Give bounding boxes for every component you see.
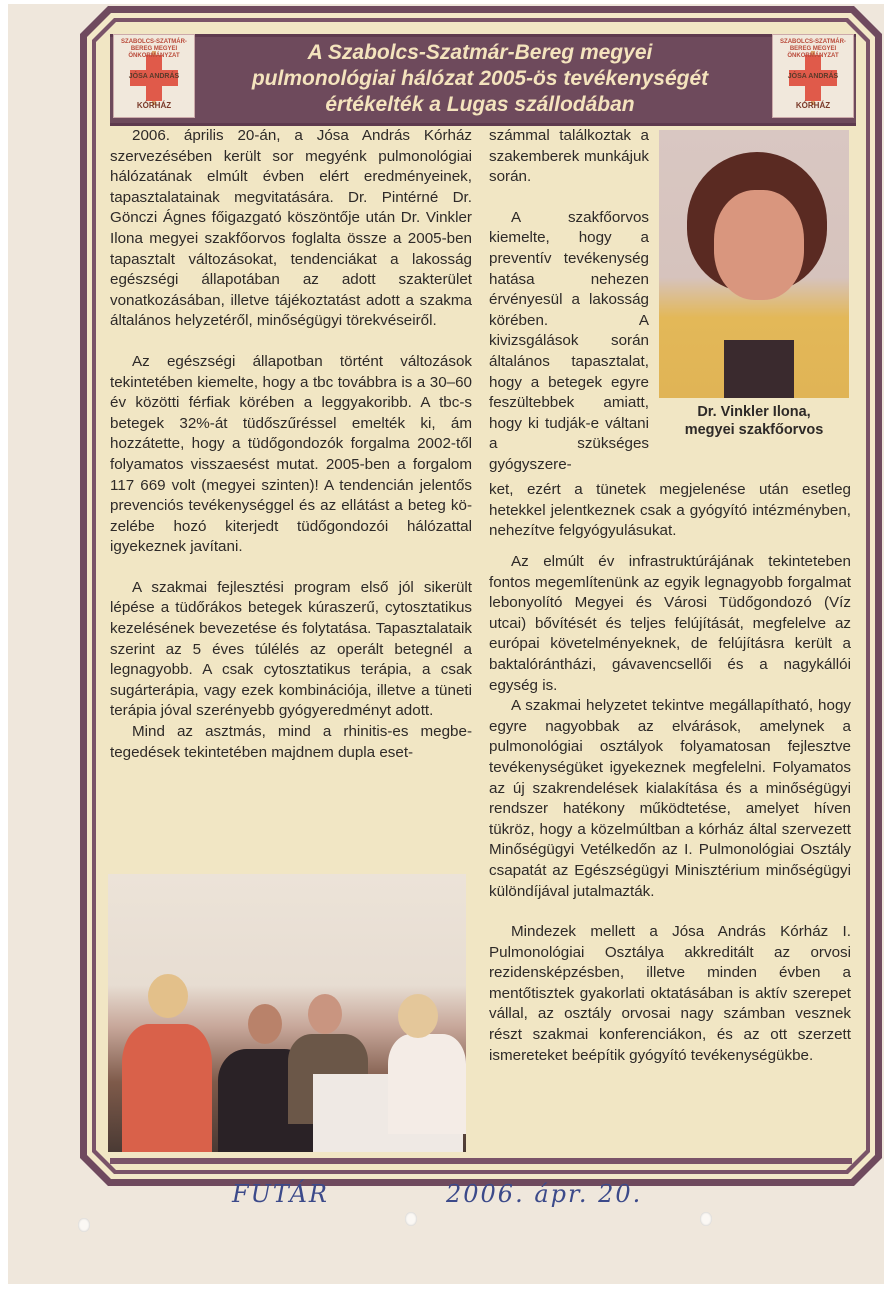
punch-hole <box>405 1212 417 1226</box>
article-column-2 <box>489 552 851 1066</box>
paragraph: Mindezek mellett a Jósa András Kórház I. Pulmonológiai Osztálya akkreditált az orvosi rezidensképzésben, illetve minden évben a mentőtisztek gyakorlati oktatásában is aktív szerepet vállal, az osztály orvosai nagy számban vesznek részt szakmai konferenciákon, és az ott szerzett ismereteket beépítik gyógyító tevékenységükbe. <box>489 923 851 1064</box>
portrait-blouse <box>724 340 794 398</box>
logo-bottom-text: KÓRHÁZ <box>136 101 172 110</box>
punch-hole <box>700 1212 712 1226</box>
person-head <box>248 1004 282 1044</box>
bottom-rule <box>110 1158 852 1164</box>
paragraph: Mind az asztmás, mind a rhinitis-es megbetegedések tekintetében majdnem dupla eset- <box>110 723 472 761</box>
caption-line: Dr. Vinkler Ilona, <box>697 404 811 420</box>
logo-bottom-text: KÓRHÁZ <box>795 101 831 110</box>
headline-line: pulmonológiai hálózat 2005-ös tevékenységét <box>251 67 709 90</box>
logo-name: JÓSA ANDRÁS <box>787 73 839 80</box>
portrait-photo <box>659 130 849 398</box>
paragraph: A szakfőorvos kiemelte, hogy a preventív tevékenység hatása nehezen érvényesül a lakosság körében. A kivizsgálások során általános tapasztalat, hogy a betegek egyre feszültebbek amiatt, hogy ki tudják-e váltani a szükséges gyógyszere- <box>489 208 649 473</box>
article-column-2-narrow <box>489 126 649 476</box>
handwritten-source: FUTÁR <box>232 1180 329 1208</box>
paragraph: Az egészségi állapotban történt változások tekintetében kiemelte, hogy a tbc továbbra is a 30–60 év közötti férfiak körében a leggyakoribb. A tbc-s betegek 32%-át tüdőszűréssel emelték ki, ám hozzátette, hogy a tüdőgondozók forgalma 2002-től folyamatos visszaesést mutat. 2005-ben a forgalom 117 669 volt (megyei szinten)! A tendencián jelentős prevenciós tevékenységgel és az ellátást a beteg közelébe hozó kiterjedt tüdőgondozói hálózattal igyekeznek javítani. <box>110 352 472 556</box>
article-column-1 <box>110 126 472 763</box>
person-head <box>308 994 342 1034</box>
portrait-caption <box>659 403 849 439</box>
paragraph: A szakmai fejlesztési program első jól sikerült lépése a tüdőrákos betegek kúraszerű, cytosztatikus kezelésének bevezetése és folytatása. Tapasztalataik szerint az 5 éves túlélés az operált betegnél a legnagyobb. A csak cytosztatikus terápia, a csak sugárterápia, vagy ezek kombinációja, illetve a tüneti terápia jóval szerényebb gyógyeredményt adott. <box>110 578 472 720</box>
punch-hole <box>78 1218 90 1232</box>
person-head <box>398 994 438 1038</box>
headline-line: értékelték a Lugas szállodában <box>325 93 635 116</box>
person-white-blouse <box>388 1034 466 1134</box>
conference-audience-photo <box>108 874 466 1152</box>
person-head <box>148 974 188 1018</box>
paragraph: ket, ezért a tünetek megjelenése után esetleg hetekkel jelentkeznek csak a gyógyító intézményben, nehezítve felgyógyulásukat. <box>489 481 851 540</box>
handwritten-date: 2006. ápr. 20. <box>446 1180 643 1208</box>
paragraph: A szakmai helyzetet tekintve megállapítható, hogy egyre nagyobbak az elvárások, amelynek a pulmonológiai osztályok folyamatosan fejlesztve tevékenységüket igyekeznek megfelelni. Folyamatos az új szakrendelések kialakítása és a minőségügyi rendszer hatékony működtetése, amelyet híven tükröz, hogy a közelmúltban a kórház által szervezett Minőségügyi Vetélkedőn az I. Pulmonológiai Osztály csapatát az Egészségügyi Minisztérium minőségügyi különdíjával jutalmazták. <box>489 697 851 900</box>
logo-ring-text: SZABOLCS-SZATMÁR-BEREG MEGYEI ÖNKORMÁNYZAT <box>780 39 846 59</box>
caption-line: megyei szakfőorvos <box>684 422 824 438</box>
paragraph: számmal találkoztak a szakemberek munkájuk során. <box>489 127 649 186</box>
logo-name: JÓSA ANDRÁS <box>128 73 180 80</box>
logo-ring-text: SZABOLCS-SZATMÁR-BEREG MEGYEI ÖNKORMÁNYZAT <box>121 39 187 59</box>
hospital-logo-right <box>772 34 854 118</box>
portrait-face <box>714 190 804 300</box>
person-red-jacket <box>122 1024 212 1152</box>
paragraph: 2006. április 20-án, a Jósa András Kórház szervezésében került sor megyénk pulmonológiai hálózatának elmúlt évben elért eredményeinek, tapasztalatainak megvitatására. Dr. Pintérné Dr. Gönczi Ágnes főigazgató köszöntője után Dr. Vinkler Ilona megyei szakfőorvos foglalta össze a 2005-ben tapasztalt változásokat, tendenciákat a lakosság egészségi állapotában az adott szakterület vonatkozásában, illetve tájékoztatást adott a szakma általános helyzetéről, minőségügyi törekvéseiről. <box>110 127 472 330</box>
headline-line: A Szabolcs-Szatmár-Bereg megyei <box>307 41 653 64</box>
hospital-logo-left <box>113 34 195 118</box>
article-column-2-continuation <box>489 480 851 542</box>
headline <box>200 36 760 122</box>
paragraph: Az elmúlt év infrastruktúrájának tekinteteben fontos megemlítenünk az egyik legnagyobb forgalmat lebonyolító Megyei és Városi Tüdőgondozó (Víz utcai) bővítését és teljes felújítását, megfelelve az európai követelményeknek, de felújításra került a baktalórántházi, gávavencsellői és a nagykállói egység is. <box>489 553 851 694</box>
